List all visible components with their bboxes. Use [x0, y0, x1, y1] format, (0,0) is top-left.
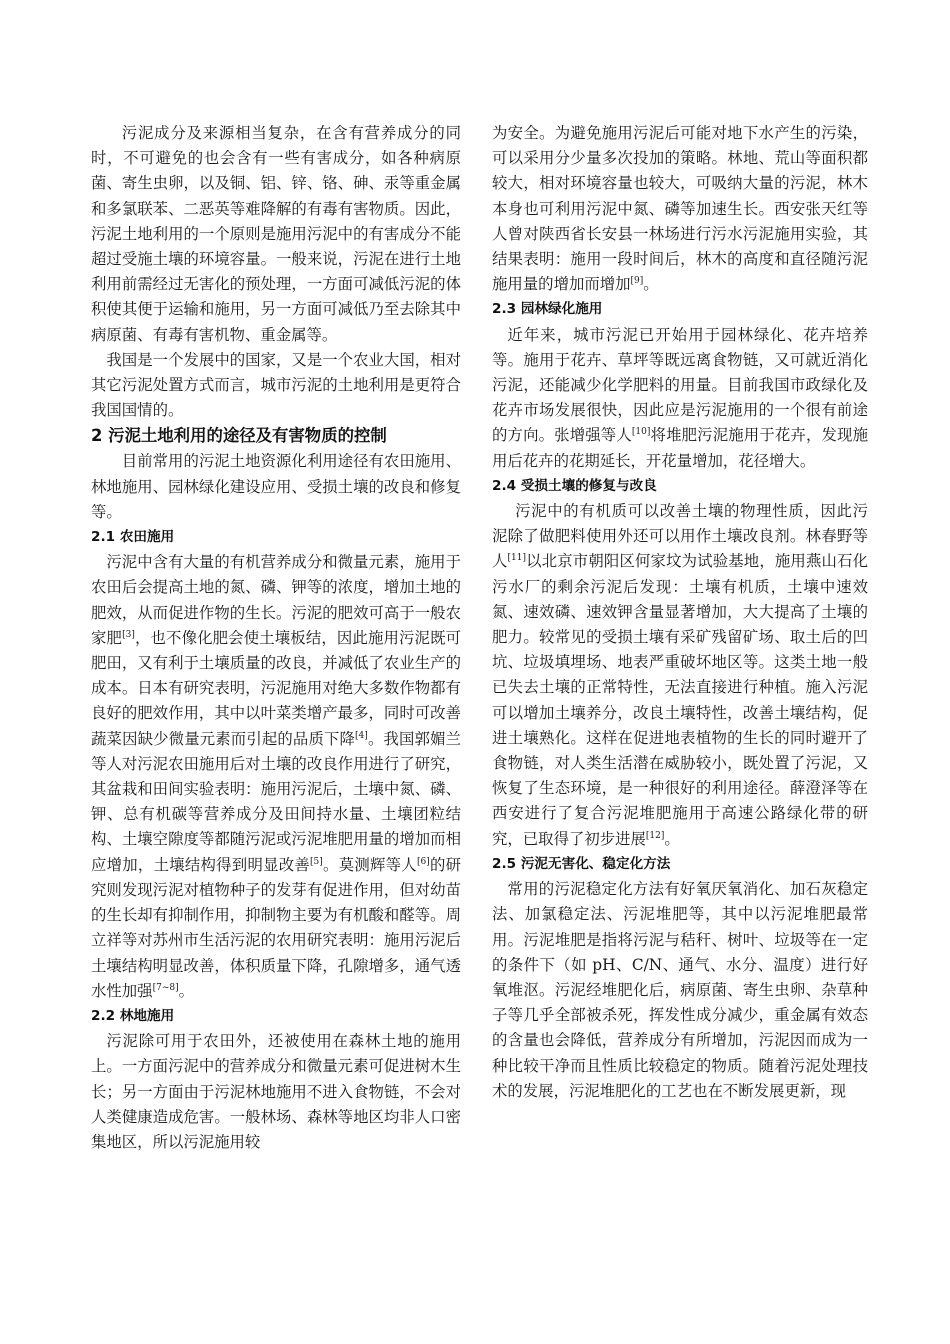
right-column [492, 121, 868, 1104]
text-run: 的研究则发现污泥对植物种子的发芽有促进作用，但对幼苗的生长却有抑制作用，抑制物主要为有机酸和醛等。周立祥等对苏州市生活污泥的农用研究表明：施用污泥后土壤结构明显改善，体积质量下降，孔隙增多，通气透水性加强 [91, 855, 461, 1000]
citation-ref: [5] [310, 856, 323, 867]
citation-ref: [3] [122, 629, 135, 640]
text-run: ，也不像化肥会使土壤板结，因此施用污泥既可肥田，又有利于土壤质量的改良，并减低了农业生产的成本。日本有研究表明，污泥施用对绝大多数作物都有良好的肥效作用，其中以叶菜类增产最多，同时可改善蔬菜因缺少微量元素而引起的品质下降 [91, 628, 461, 748]
text-run: 为安全。为避免施用污泥后可能对地下水产生的污染，可以采用分少量多次投加的策略。林地、荒山等面积都较大，相对环境容量也较大，可吸纳大量的污泥，林木本身也可利用污泥中氮、磷等加速生长。西安张天红等人曾对陕西省长安县一林场进行污水污泥施用实验，其结果表明：施用一段时间后，林木的高度和直径随污泥施用量的增加而增加 [492, 124, 868, 294]
text-run: 。 [178, 981, 194, 1000]
paragraph-forest-use-continued [492, 121, 868, 297]
paragraph-farmland-use [91, 550, 461, 1004]
subsection-heading-2-3: 2.3 园林绿化施用 [492, 301, 603, 318]
left-column [91, 121, 461, 1155]
text-run: 。 [643, 275, 659, 294]
paragraph-stabilization-methods: 常用的污泥稳定化方法有好氧厌氧消化、加石灰稳定法、加氯稳定法、污泥堆肥等，其中以污泥堆肥最常用。污泥堆肥是指将污泥与秸秆、树叶、垃圾等在一定的条件下（如 pH、C/N、通气、水分、温度）进行好氧堆沤。污泥经堆肥化后，病原菌、寄生虫卵、杂草种子等几乎全部被杀死，挥发性成分减少，重金属有效态的含量也会降低，营养成分有所增加，污泥因而成为一种比较干净而且性质比较稳定的物质。随着污泥处理技术的发展，污泥堆肥化的工艺也在不断发展更新，现 [492, 880, 868, 1100]
subsection-heading-2-4: 2.4 受损土壤的修复与改良 [492, 477, 657, 494]
subsection-heading-2-1: 2.1 农田施用 [91, 529, 175, 546]
section-heading-2: 2 污泥土地利用的途径及有害物质的控制 [91, 426, 387, 446]
text-run: 。 [664, 829, 680, 848]
citation-ref: [6] [416, 856, 430, 867]
citation-ref: [9] [630, 276, 644, 287]
paragraph-soil-remediation [492, 499, 868, 852]
subsection-heading-2-2: 2.2 林地施用 [91, 1007, 175, 1024]
paragraph-land-use-routes: 目前常用的污泥土地资源化利用途径有农田施用、林地施用、园林绿化建设应用、受损土壤的改良和修复等。 [91, 452, 461, 521]
paragraph-landscape-use [492, 323, 868, 474]
text-run: 。莫测辉等人 [322, 855, 417, 874]
text-run: 近年来，城市污泥已开始用于园林绿化、花卉培养等。施用于花卉、草坪等既远离食物链，又可就近消化污泥，还能减少化学肥料的用量。目前我国市政绿化及花卉市场发展很快，因此应是污泥施用的一个很有前途的方向。张增强等人 [492, 325, 868, 445]
citation-ref: [12] [645, 830, 665, 841]
subsection-heading-2-5: 2.5 污泥无害化、稳定化方法 [492, 855, 671, 872]
text-run: 以北京市朝阳区何家坟为试验基地，施用燕山石化污水厂的剩余污泥后发现：土壤有机质，土壤中速效氮、速效磷、速效钾含量显著增加，大大提高了土壤的肥力。较常见的受损土壤有采矿残留矿场、取土后的凹坑、垃圾填埋场、地表严重破坏地区等。这类土地一般已失去土壤的正常特性，无法直接进行种植。施入污泥可以增加土壤养分，改良土壤特性，改善土壤结构，促进土壤熟化。这样在促进地表植物的生长的同时避开了食物链，对人类生活潜在威胁较小，既处置了污泥，又恢复了生态环境，是一种很好的利用途径。薛澄泽等在西安进行了复合污泥堆肥施用于高速公路绿化带的研究，已取得了初步进展 [492, 552, 868, 848]
text-run: 。我国郭媚兰等人对污泥农田施用后对土壤的改良作用进行了研究，其盆栽和田间实验表明：施用污泥后，土壤中氮、磷、钾、总有机碳等营养成分及田间持水量、土壤团粒结构、土壤空隙度等都随污泥或污泥堆肥用量的增加而相应增加，土壤结构得到明显改善 [91, 729, 461, 874]
paragraph-forest-use: 污泥除可用于农田外，还被使用在森林土地的施用上。一方面污泥中的营养成分和微量元素可促进树木生长；另一方面由于污泥林地施用不进入食物链，不会对人类健康造成危害。一般林场、森林等地区均非人口密集地区，所以污泥施用较 [91, 1032, 461, 1151]
text-run: 将堆肥污泥施用于花卉，发现施用后花卉的花期延长，开花量增加，花径增大。 [492, 426, 868, 470]
text-run: 污泥中含有大量的有机营养成分和微量元素，施用于农田后会提高土地的氮、磷、钾等的浓度，增加土地的肥效，从而促进作物的生长。污泥的肥效可高于一般农家肥 [91, 553, 461, 647]
citation-ref: [11] [507, 553, 527, 564]
citation-ref: [10] [631, 427, 651, 438]
paragraph-sludge-composition: 污泥成分及来源相当复杂，在含有营养成分的同时，不可避免的也会含有一些有害成分，如各种病原菌、寄生虫卵，以及铜、铝、锌、铬、砷、汞等重金属和多氯联苯、二恶英等难降解的有毒有害物质。因此，污泥土地利用的一个原则是施用污泥中的有害成分不能超过受施土壤的环境容量。一般来说，污泥在进行土地利用前需经过无害化的预处理，一方面可减低污泥的体积使其便于运输和施用，另一方面可减低乃至去除其中病原菌、有毒有害机物、重金属等。 [91, 124, 461, 344]
citation-ref: [7~8] [152, 982, 179, 993]
paragraph-china-context: 我国是一个发展中的国家，又是一个农业大国，相对其它污泥处置方式而言，城市污泥的土地利用是更符合我国国情的。 [91, 350, 461, 420]
text-run: 污泥中的有机质可以改善土壤的物理性质，因此污泥除了做肥料使用外还可以用作土壤改良剂。林春野等人 [492, 502, 868, 571]
citation-ref: [4] [355, 730, 368, 741]
